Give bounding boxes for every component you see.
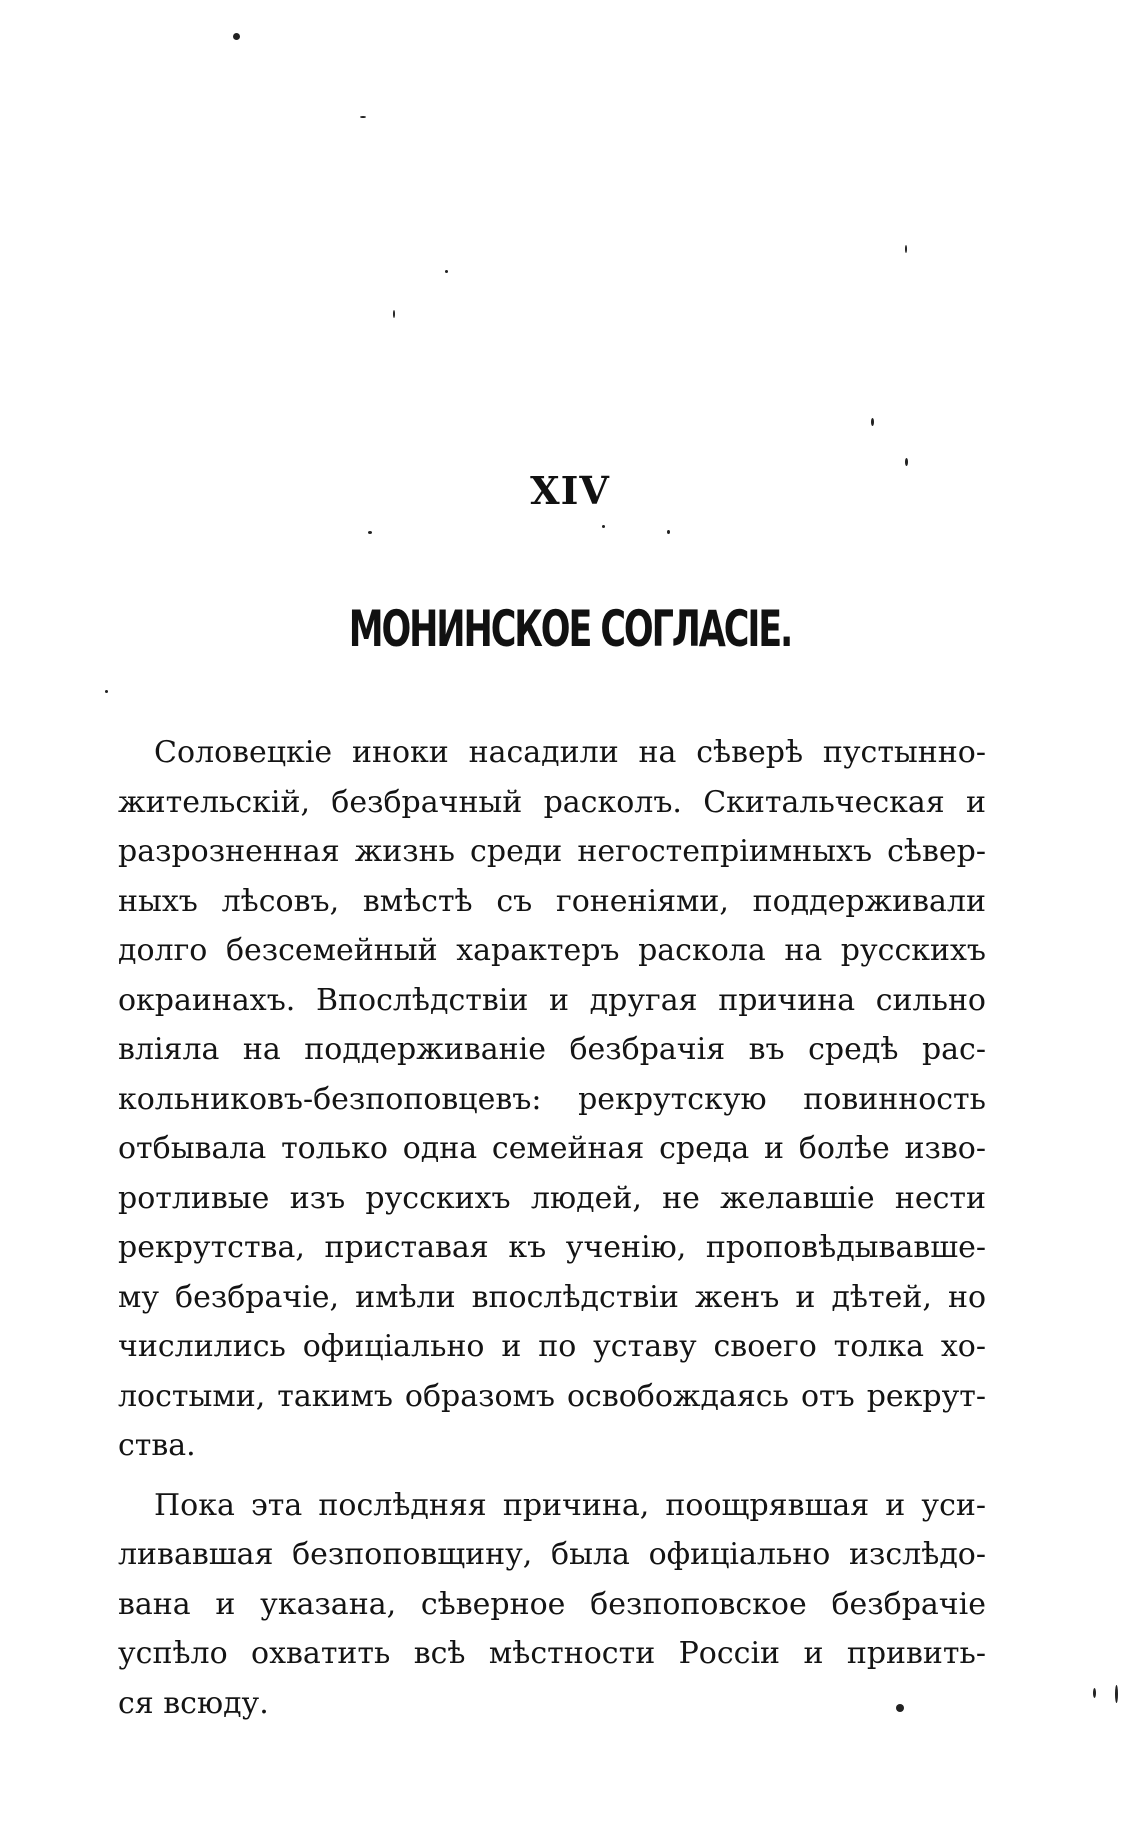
chapter-number: XIV — [530, 468, 610, 513]
text-line: разрозненная жизнь среди негостепріимныхъ сѣвер- — [118, 834, 986, 869]
text-line: ства. — [118, 1428, 196, 1463]
scan-speck — [1115, 1685, 1118, 1703]
text-line: ныхъ лѣсовъ, вмѣстѣ съ гоненіями, поддерживали — [118, 883, 986, 919]
text-line: ливавшая безпоповщину, была офиціально изслѣдо- — [118, 1537, 986, 1572]
paragraph-gap — [118, 1471, 986, 1481]
text-line: лостыми, такимъ образомъ освобождаясь отъ рекрут- — [118, 1378, 986, 1414]
text-line: ротливые изъ русскихъ людей, не желавшіе нести — [118, 1180, 986, 1216]
scan-speck — [667, 530, 670, 534]
scan-speck — [905, 245, 907, 253]
body-text — [118, 728, 986, 1728]
text-line: жительскій, безбрачный расколъ. Скитальческая и — [118, 784, 986, 820]
text-line: успѣло охватить всѣ мѣстности Россіи и привить- — [118, 1636, 986, 1671]
chapter-title: МОНИНСКОЕ СОГЛАСІЕ. — [348, 600, 792, 658]
text-line: вліяла на поддерживаніе безбрачія въ средѣ рас- — [118, 1032, 986, 1067]
text-line: му безбрачіе, имѣли впослѣдствіи женъ и дѣтей, но — [118, 1279, 986, 1315]
scan-speck — [368, 531, 372, 534]
text-line: ся всюду. — [118, 1685, 269, 1721]
scan-speck — [1093, 1688, 1096, 1698]
text-line: окраинахъ. Впослѣдствіи и другая причина сильно — [118, 982, 986, 1018]
scan-speck — [602, 525, 605, 528]
text-line: Пока эта послѣдняя причина, поощрявшая и уси- — [154, 1487, 986, 1523]
scan-speck — [360, 116, 366, 118]
paragraph-2 — [118, 1481, 986, 1729]
paragraph-1 — [118, 728, 986, 1471]
scan-speck — [871, 418, 874, 426]
text-line: числились офиціально и по уставу своего толка хо- — [118, 1329, 986, 1364]
scan-speck — [445, 270, 448, 273]
text-line: рекрутства, приставая къ ученію, проповѣдывавше- — [118, 1230, 986, 1265]
text-line: долго безсемейный характеръ раскола на русскихъ — [118, 933, 986, 968]
scan-speck — [393, 310, 395, 318]
text-line: кольниковъ-безпоповцевъ: рекрутскую повинность — [118, 1081, 986, 1117]
text-line: Соловецкіе иноки насадили на сѣверѣ пустынно- — [154, 735, 986, 770]
scan-speck — [233, 33, 240, 40]
scan-speck — [105, 690, 108, 693]
text-line: отбывала только одна семейная среда и болѣе изво- — [118, 1131, 986, 1166]
scan-speck — [905, 458, 908, 466]
text-line: вана и указана, сѣверное безпоповское безбрачіе — [118, 1586, 986, 1622]
